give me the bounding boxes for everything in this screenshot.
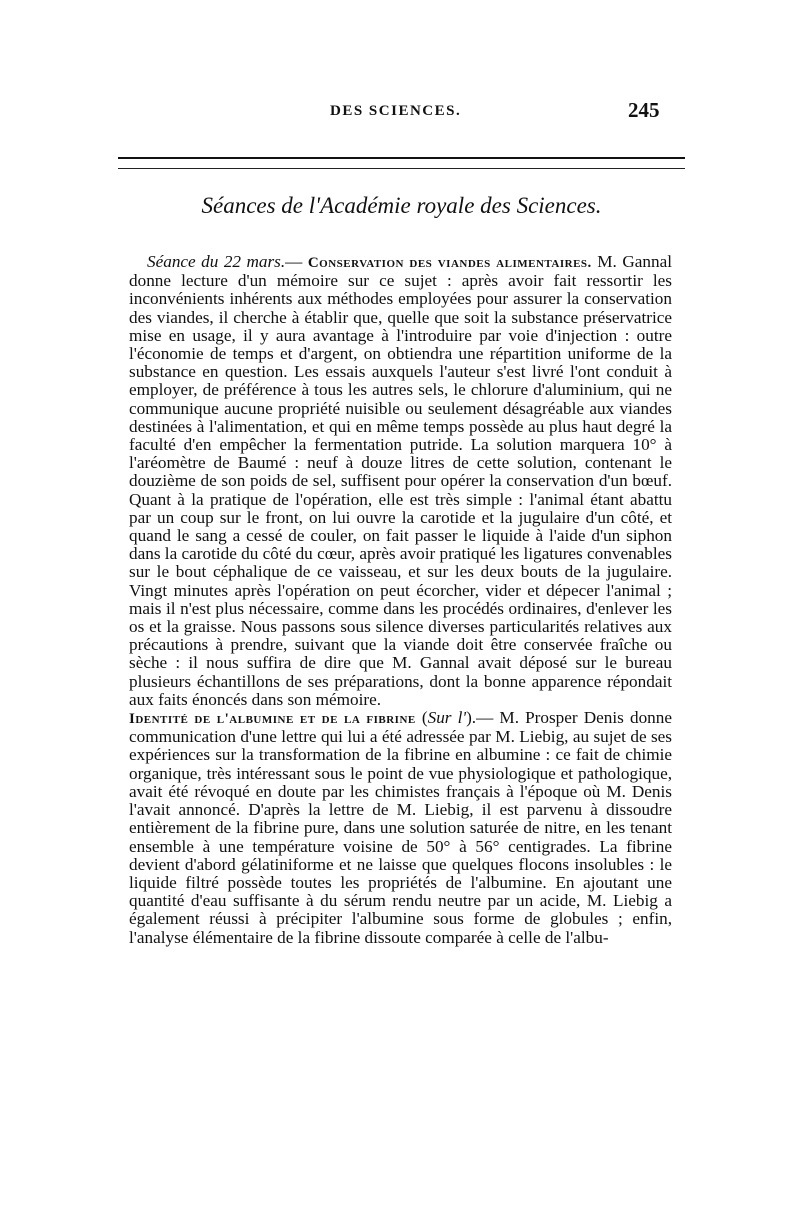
header-rule-thin — [118, 168, 685, 169]
paragraph-albumine — [129, 709, 672, 947]
paragraph-text: M. Gannal donne lecture d'un mémoire sur ce sujet : après avoir fait ressortir les inconvénients inhérents aux méthodes employées pour assurer la conservation des viandes, il cherche à établir que, quelle que soit la substance préservatrice mise en usage, il y aura avantage à l'introduire par voie d'injection : outre l'économie de temps et d'argent, on obtiendra une répartition uniforme de la substance en question. Les essais auxquels l'auteur s'est livré l'ont conduit à employer, de préférence à tous les autres sels, le chlorure d'aluminium, qui ne communique aucune propriété nuisible ou seulement désagréable aux viandes destinées à l'alimentation, et qui en même temps possède au plus haut degré la faculté d'en empêcher la fermentation putride. La solution marquera 10° à l'aréomètre de Baumé : neuf à douze litres de cette solution, contenant le douzième de son poids de sel, suffisent pour opérer la conservation d'un bœuf. Quant à la pratique de l'opération, elle est très simple : l'animal étant abattu par un coup sur le front, on lui ouvre la carotide et la jugulaire d'un côté, et quand le sang a cessé de couler, on fait passer le liquide à l'aide d'un siphon dans la carotide du côté du cœur, après avoir pratiqué les ligatures convenables sur le bout céphalique de ce vaisseau, et sur les deux bouts de la jugulaire. Vingt minutes après l'opération on peut écorcher, vider et dépecer l'animal ; mais il n'est plus nécessaire, comme dans les procédés ordinaires, d'enlever les os et la graisse. Nous passons sous silence diverses particularités relatives aux précautions à prendre, suivant que la viande doit être conservée fraîche ou sèche : il nous suffira de dire que M. Gannal avait déposé sur le bureau plusieurs échantillons de ses préparations, dont la bonne apparence répondait aux faits énoncés dans son mémoire. — [129, 252, 672, 709]
paragraph-viandes — [129, 253, 672, 709]
paren-italic: Sur l' — [427, 708, 467, 728]
paren-close: ). — [466, 708, 477, 728]
page-number: 245 — [628, 98, 660, 122]
body-text — [129, 253, 672, 947]
dash: — — [476, 708, 494, 728]
session-date: Séance du 22 mars. — [147, 252, 286, 271]
paragraph-heading: Conservation des viandes alimentaires. — [307, 255, 592, 271]
header-rule-thick — [118, 157, 685, 159]
dash: — — [285, 252, 303, 271]
paren-open: ( — [415, 708, 428, 728]
paragraph-text: M. Prosper Denis donne communication d'une lettre qui lui a été adressée par M. Liebig, au sujet de ses expériences sur la transformation de la fibrine en albumine : ce fait de chimie organique, très intéressant sous le point de vue physiologique et pathologique, avait été révoqué en doute par les chimistes français à l'époque où M. Denis l'avait annoncé. D'après la lettre de M. Liebig, il est parvenu à dissoudre entièrement de la fibrine pure, dans une solution saturée de nitre, en les tenant ensemble à une température voisine de 50° à 56° centigrades. La fibrine devient d'abord gélatiniforme et ne laisse que quelques flocons insolubles : le liquide filtré possède toutes les propriétés de l'albumine. En ajoutant une quantité d'eau suffisante à du sérum rendu neutre par un acide, M. Liebig a également réussi à précipiter l'albumine sous forme de globules ; enfin, l'analyse élémentaire de la fibrine dissoute comparée à celle de l'albu- — [129, 708, 672, 947]
running-title: DES SCIENCES. — [330, 103, 462, 119]
section-title: Séances de l'Académie royale des Sciences. — [201, 193, 602, 218]
paragraph-heading: Identité de l'albumine et de la fibrine — [129, 711, 416, 728]
